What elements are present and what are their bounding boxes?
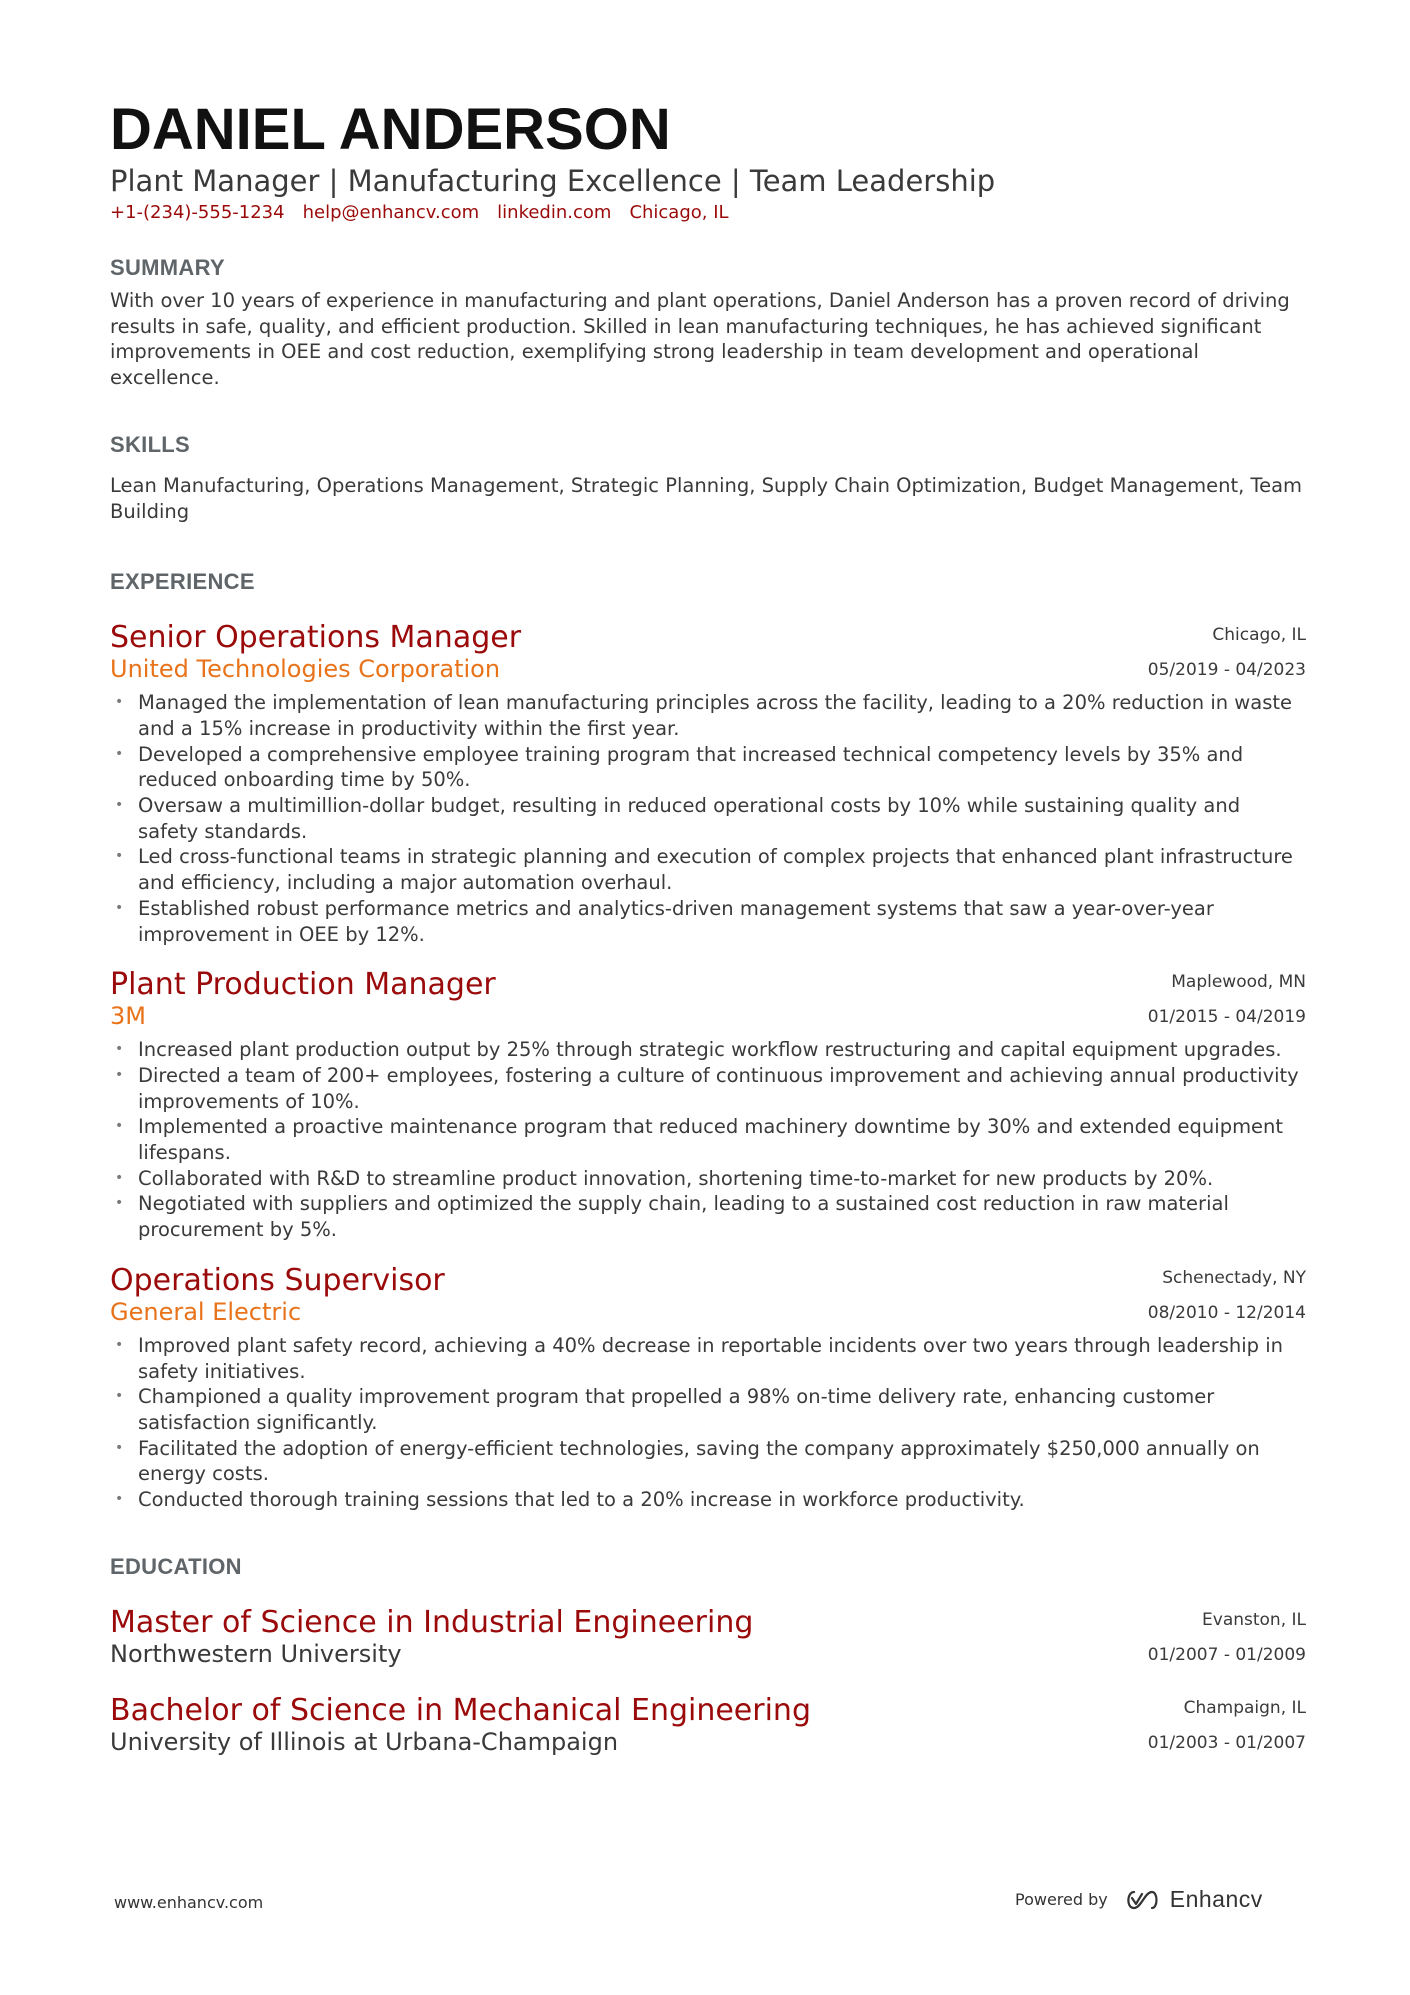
job-location: Chicago, IL: [1212, 625, 1306, 646]
list-item: • Oversaw a multimillion-dollar budget, resulting in reduced operational costs by 10% while sustaining quality and safety standards.: [115, 794, 1241, 843]
resume-header: [110, 98, 1306, 226]
footer-website[interactable]: www.enhancv.com: [114, 1893, 264, 1912]
bullet-dot-icon: •: [115, 797, 124, 814]
resume-page: [110, 98, 1306, 1757]
bullet-dot-icon: •: [115, 1169, 124, 1186]
list-item: • Established robust performance metrics and analytics-driven management systems that saw a year-over-year improvement in OEE by 12%.: [115, 896, 1214, 946]
school-location: Evanston, IL: [1202, 1609, 1306, 1630]
headline: Plant Manager | Manufacturing Excellence | Team Leadership: [110, 164, 996, 198]
degree-title: Master of Science in Industrial Engineering: [110, 1604, 754, 1640]
bullet-dot-icon: •: [115, 1118, 124, 1135]
list-item: • Collaborated with R&D to streamline product innovation, shortening time-to-market for new products by 20%.: [115, 1166, 1214, 1190]
education-entry: [110, 1693, 1306, 1757]
bullet-dot-icon: •: [115, 1439, 124, 1456]
bullet-dot-icon: •: [115, 899, 124, 916]
list-item: • Led cross-functional teams in strategic planning and execution of complex projects that enhanced plant infrastructure and efficiency, including a major automation overhaul.: [115, 845, 1293, 895]
footer-branding: [1015, 1886, 1263, 1913]
experience-entry: [110, 1263, 1306, 1513]
summary-section: [110, 254, 1306, 391]
education-entry: [110, 1605, 1306, 1669]
job-dates: 08/2010 - 12/2014: [1147, 1302, 1306, 1323]
job-bullets: [110, 690, 1306, 947]
job-title: Plant Production Manager: [110, 967, 496, 1003]
skills-text: Lean Manufacturing, Operations Management, Strategic Planning, Supply Chain Optimization, Budget Management, Team Building: [110, 473, 1303, 523]
list-item: • Managed the implementation of lean manufacturing principles across the facility, leading to a 20% reduction in waste and a 15% increase in productivity within the first year.: [115, 691, 1292, 740]
school-dates: 01/2003 - 01/2007: [1147, 1732, 1306, 1753]
contact-phone[interactable]: +1-(234)-555-1234: [110, 202, 285, 223]
bullet-dot-icon: •: [115, 694, 124, 711]
job-bullets: [110, 1037, 1306, 1243]
job-title: Operations Supervisor: [110, 1262, 445, 1298]
job-bullets: [110, 1333, 1306, 1513]
section-title-skills: SKILLS: [110, 431, 191, 457]
bullet-dot-icon: •: [115, 848, 124, 865]
section-title-education: EDUCATION: [110, 1553, 242, 1579]
experience-section: [110, 568, 1306, 1513]
summary-text: With over 10 years of experience in manufacturing and plant operations, Daniel Anderson has a proven record of driving results in safe, quality, and efficient production. Skilled in lean manufacturing techniques, he has achieved significant improvements in OEE and cost reduction, exemplifying strong leadership in team development and operational excellence.: [110, 289, 1290, 390]
list-item: • Conducted thorough training sessions that led to a 20% increase in workforce productivity.: [115, 1488, 1025, 1512]
company-name: 3M: [110, 1002, 146, 1031]
school-name: University of Illinois at Urbana-Champaign: [110, 1727, 619, 1756]
school-location: Champaign, IL: [1183, 1697, 1306, 1718]
job-title: Senior Operations Manager: [110, 620, 522, 656]
bullet-dot-icon: •: [115, 1491, 124, 1508]
bullet-dot-icon: •: [115, 1388, 124, 1405]
contact-location: Chicago, IL: [629, 202, 729, 223]
bullet-dot-icon: •: [115, 745, 124, 762]
section-title-experience: EXPERIENCE: [110, 569, 255, 595]
enhancv-logo-icon: [1124, 1889, 1160, 1911]
list-item: • Implemented a proactive maintenance program that reduced machinery downtime by 30% and extended equipment lifespans.: [115, 1115, 1284, 1165]
school-dates: 01/2007 - 01/2009: [1147, 1644, 1306, 1665]
experience-entry: [110, 620, 1306, 947]
job-location: Maplewood, MN: [1171, 972, 1306, 993]
degree-title: Bachelor of Science in Mechanical Engineering: [110, 1692, 811, 1728]
list-item: • Improved plant safety record, achieving a 40% decrease in reportable incidents over two years through leadership in safety initiatives.: [115, 1333, 1284, 1383]
brand-link[interactable]: [1124, 1886, 1263, 1913]
job-location: Schenectady, NY: [1162, 1267, 1306, 1288]
bullet-dot-icon: •: [115, 1041, 124, 1058]
list-item: • Increased plant production output by 25% through strategic workflow restructuring and capital equipment upgrades.: [115, 1038, 1282, 1062]
bullet-dot-icon: •: [115, 1066, 124, 1083]
company-name: General Electric: [110, 1297, 302, 1326]
list-item: • Negotiated with suppliers and optimized the supply chain, leading to a sustained cost reduction in raw material procurement by 5%.: [115, 1192, 1229, 1242]
candidate-name: DANIEL ANDERSON: [110, 97, 671, 162]
powered-by-label: Powered by: [1015, 1890, 1108, 1909]
contact-linkedin[interactable]: linkedin.com: [497, 202, 612, 223]
bullet-dot-icon: •: [115, 1195, 124, 1212]
list-item: • Facilitated the adoption of energy-efficient technologies, saving the company approximately $250,000 annually on energy costs.: [115, 1436, 1260, 1486]
skills-section: [110, 431, 1306, 524]
brand-name: Enhancv: [1169, 1886, 1263, 1912]
job-dates: 05/2019 - 04/2023: [1147, 660, 1306, 681]
section-title-summary: SUMMARY: [110, 255, 225, 280]
company-name: United Technologies Corporation: [110, 655, 501, 684]
school-name: Northwestern University: [110, 1639, 402, 1668]
contact-email[interactable]: help@enhancv.com: [302, 202, 480, 223]
list-item: • Directed a team of 200+ employees, fostering a culture of continuous improvement and achieving annual productivity improvements of 10%.: [115, 1063, 1299, 1113]
job-dates: 01/2015 - 04/2019: [1147, 1007, 1306, 1028]
list-item: • Developed a comprehensive employee training program that increased technical competency levels by 35% and reduced onboarding time by 50%.: [115, 742, 1244, 792]
bullet-dot-icon: •: [115, 1336, 124, 1353]
experience-entry: [110, 967, 1306, 1243]
education-section: [110, 1553, 1306, 1757]
list-item: • Championed a quality improvement program that propelled a 98% on-time delivery rate, enhancing customer satisfaction significantly.: [115, 1385, 1215, 1434]
contact-row: [110, 200, 1306, 226]
